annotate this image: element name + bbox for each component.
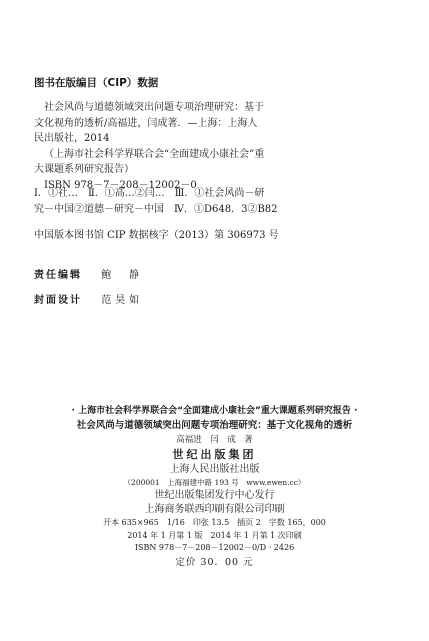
classification-line: 究－中国②道德－研究－中国 Ⅳ．①D648．3②B82 bbox=[34, 203, 278, 215]
credit-row-cover-design bbox=[34, 288, 143, 313]
cip-classification bbox=[34, 186, 278, 217]
classification-line: Ⅰ．①社… Ⅱ．①高…②闫… Ⅲ．①社会风尚－研 bbox=[34, 188, 265, 199]
cip-heading: 图书在版编目（CIP）数据 bbox=[34, 77, 159, 89]
credit-row-editor bbox=[34, 263, 143, 288]
credit-name: 范昊如 bbox=[101, 295, 144, 306]
price: 定价 30．00 元 bbox=[175, 556, 254, 568]
cip-number: 中国版本图书馆 CIP 数据核字（2013）第 306973 号 bbox=[34, 230, 279, 241]
cip-record bbox=[34, 100, 264, 193]
cip-line: 民出版社，2014 bbox=[34, 133, 110, 144]
distributor: 世纪出版集团发行中心发行 bbox=[154, 490, 275, 501]
format-specs: 开本 635×965 1/16 印张 13.5 插页 2 字数 165，000 bbox=[103, 518, 326, 527]
printer: 上海商务联西印刷有限公司印刷 bbox=[144, 504, 285, 515]
credits bbox=[34, 263, 143, 313]
cip-isbn: ISBN 978－7－208－12002－0 bbox=[44, 179, 197, 191]
cip-line: （上海市社会科学界联合会“全面建成小康社会”重 bbox=[44, 148, 265, 160]
credit-role: 责任编辑 bbox=[34, 270, 82, 281]
publisher: 上海人民出版社出版 bbox=[169, 464, 260, 475]
authors: 高福进 闫 成 著 bbox=[176, 435, 253, 445]
publisher-group: 世纪出版集团 bbox=[172, 448, 257, 461]
book-title: 社会风尚与道德领域突出问题专项治理研究：基于文化视角的透析 bbox=[76, 420, 353, 431]
credit-name: 鲍 静 bbox=[101, 270, 144, 281]
series-line: · 上海市社会科学界联合会“全面建成小康社会”重大课题系列研究报告 · bbox=[71, 406, 358, 416]
colophon-isbn: ISBN 978－7－208－12002－0/D · 2426 bbox=[134, 543, 295, 552]
publisher-address: （200001 上海福建中路 193 号 www.ewen.cc） bbox=[123, 478, 306, 487]
cip-line: 大课题系列研究报告） bbox=[34, 164, 134, 175]
cip-line: 文化视角的透析/高福进，闫成著．—上海：上海人 bbox=[34, 117, 258, 129]
credit-role: 封面设计 bbox=[34, 295, 82, 306]
edition-info: 2014 年 1 月第 1 版 2014 年 1 月第 1 次印刷 bbox=[127, 530, 302, 540]
cip-line: 社会风尚与道德领域突出问题专项治理研究：基于 bbox=[44, 102, 264, 113]
colophon bbox=[0, 404, 429, 570]
